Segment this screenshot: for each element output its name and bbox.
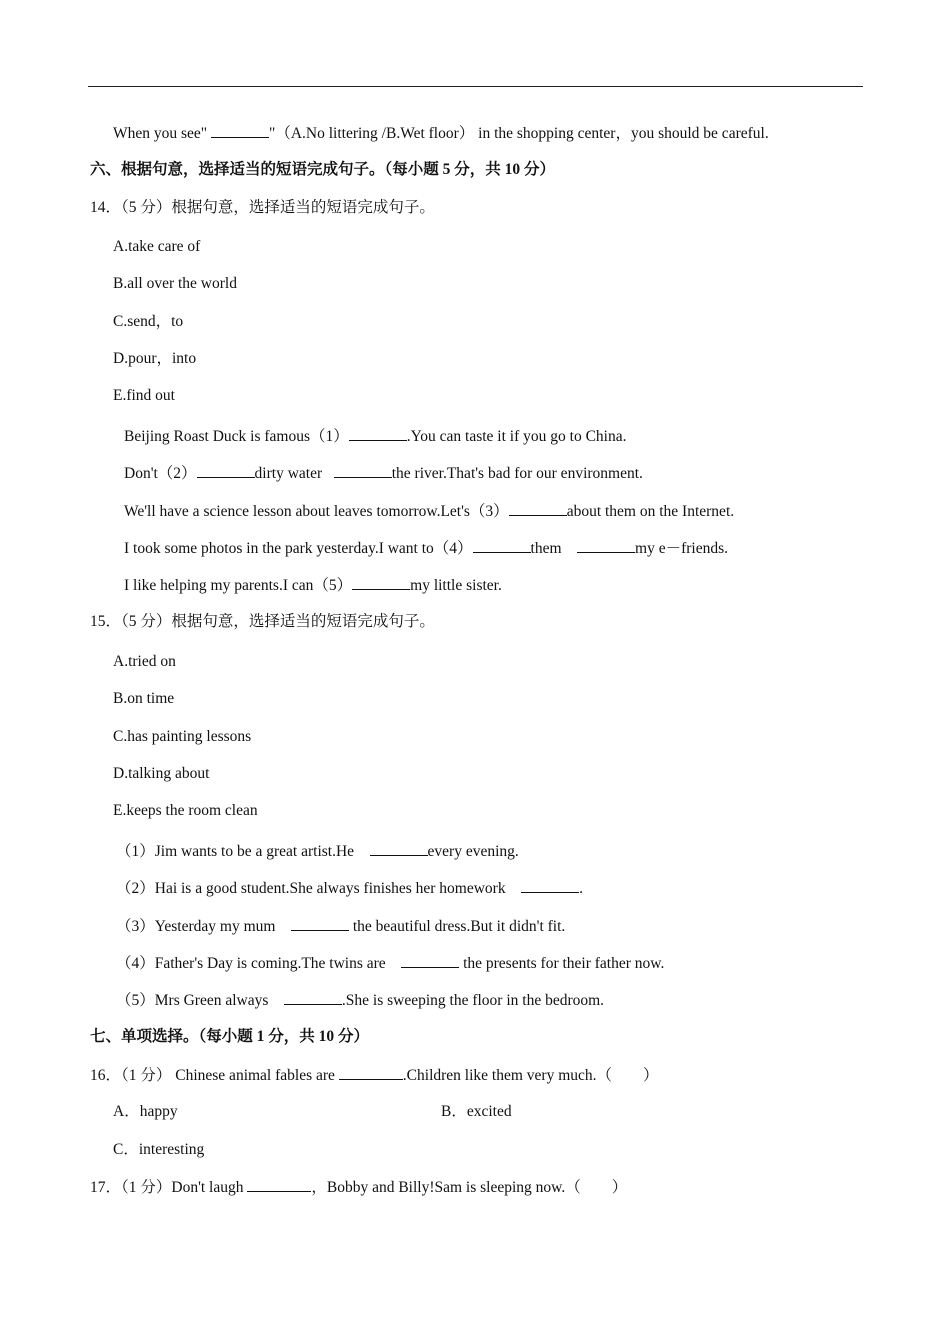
answer-blank[interactable] bbox=[352, 575, 410, 590]
answer-blank[interactable] bbox=[509, 501, 567, 516]
q15-sentence-3: （3）Yesterday my mum the beautiful dress.But it didn't fit. bbox=[116, 918, 566, 935]
q14-option-b: B.all over the world bbox=[113, 275, 237, 292]
section-6-title: 六、根据句意，选择适当的短语完成句子。（每小题 5 分，共 10 分） bbox=[90, 161, 556, 178]
q14-stem: 14．（5 分）根据句意，选择适当的短语完成句子。 bbox=[90, 199, 435, 216]
q14-option-a: A.take care of bbox=[113, 238, 201, 255]
intro-line: When you see" "（A.No littering /B.Wet floor） in the shopping center，you should be careful. bbox=[113, 125, 769, 142]
answer-blank[interactable] bbox=[370, 841, 428, 856]
answer-blank[interactable] bbox=[473, 538, 531, 553]
q15-option-c: C.has painting lessons bbox=[113, 728, 252, 745]
answer-blank[interactable] bbox=[211, 123, 269, 138]
q15-sentence-2: （2）Hai is a good student.She always finishes her homework . bbox=[116, 880, 583, 897]
q16-option-b[interactable]: B．excited bbox=[441, 1103, 512, 1120]
q14-sentence-1: Beijing Roast Duck is famous（1） .You can taste it if you go to China. bbox=[124, 428, 627, 445]
q15-option-b: B.on time bbox=[113, 690, 175, 707]
q15-sentence-5: （5）Mrs Green always .She is sweeping the floor in the bedroom. bbox=[116, 992, 605, 1009]
q15-sentence-1: （1）Jim wants to be a great artist.He every evening. bbox=[116, 843, 519, 860]
q14-sentence-3: We'll have a science lesson about leaves tomorrow.Let's（3） about them on the Internet. bbox=[124, 503, 735, 520]
q16-option-c[interactable]: C．interesting bbox=[113, 1141, 205, 1158]
answer-blank[interactable] bbox=[577, 538, 635, 553]
q16-stem: 16．（1 分） Chinese animal fables are .Children like them very much.（ ） bbox=[90, 1067, 659, 1084]
answer-blank[interactable] bbox=[401, 953, 459, 968]
q14-option-c: C.send，to bbox=[113, 313, 184, 330]
q14-option-e: E.find out bbox=[113, 387, 175, 404]
q14-option-d: D.pour，into bbox=[113, 350, 197, 367]
answer-blank[interactable] bbox=[247, 1177, 311, 1192]
answer-blank[interactable] bbox=[521, 878, 579, 893]
q15-sentence-4: （4）Father's Day is coming.The twins are the presents for their father now. bbox=[116, 955, 665, 972]
header-rule bbox=[88, 86, 863, 87]
q14-sentence-5: I like helping my parents.I can（5） my little sister. bbox=[124, 577, 502, 594]
q14-sentence-4: I took some photos in the park yesterday.I want to（4） them my e－friends. bbox=[124, 540, 729, 557]
answer-blank[interactable] bbox=[339, 1065, 403, 1080]
answer-blank[interactable] bbox=[284, 990, 342, 1005]
q17-stem: 17．（1 分）Don't laugh ，Bobby and Billy!Sam is sleeping now.（ ） bbox=[90, 1179, 628, 1196]
q15-option-e: E.keeps the room clean bbox=[113, 802, 258, 819]
section-7-title: 七、单项选择。（每小题 1 分，共 10 分） bbox=[90, 1028, 370, 1045]
q15-option-a: A.tried on bbox=[113, 653, 176, 670]
answer-blank[interactable] bbox=[197, 463, 255, 478]
answer-blank[interactable] bbox=[349, 426, 407, 441]
q15-stem: 15．（5 分）根据句意，选择适当的短语完成句子。 bbox=[90, 613, 435, 630]
answer-blank[interactable] bbox=[291, 916, 349, 931]
q14-sentence-2: Don't（2） dirty water the river.That's bad for our environment. bbox=[124, 465, 643, 482]
q15-option-d: D.talking about bbox=[113, 765, 210, 782]
q16-option-a[interactable]: A．happy bbox=[113, 1103, 178, 1120]
answer-blank[interactable] bbox=[334, 463, 392, 478]
